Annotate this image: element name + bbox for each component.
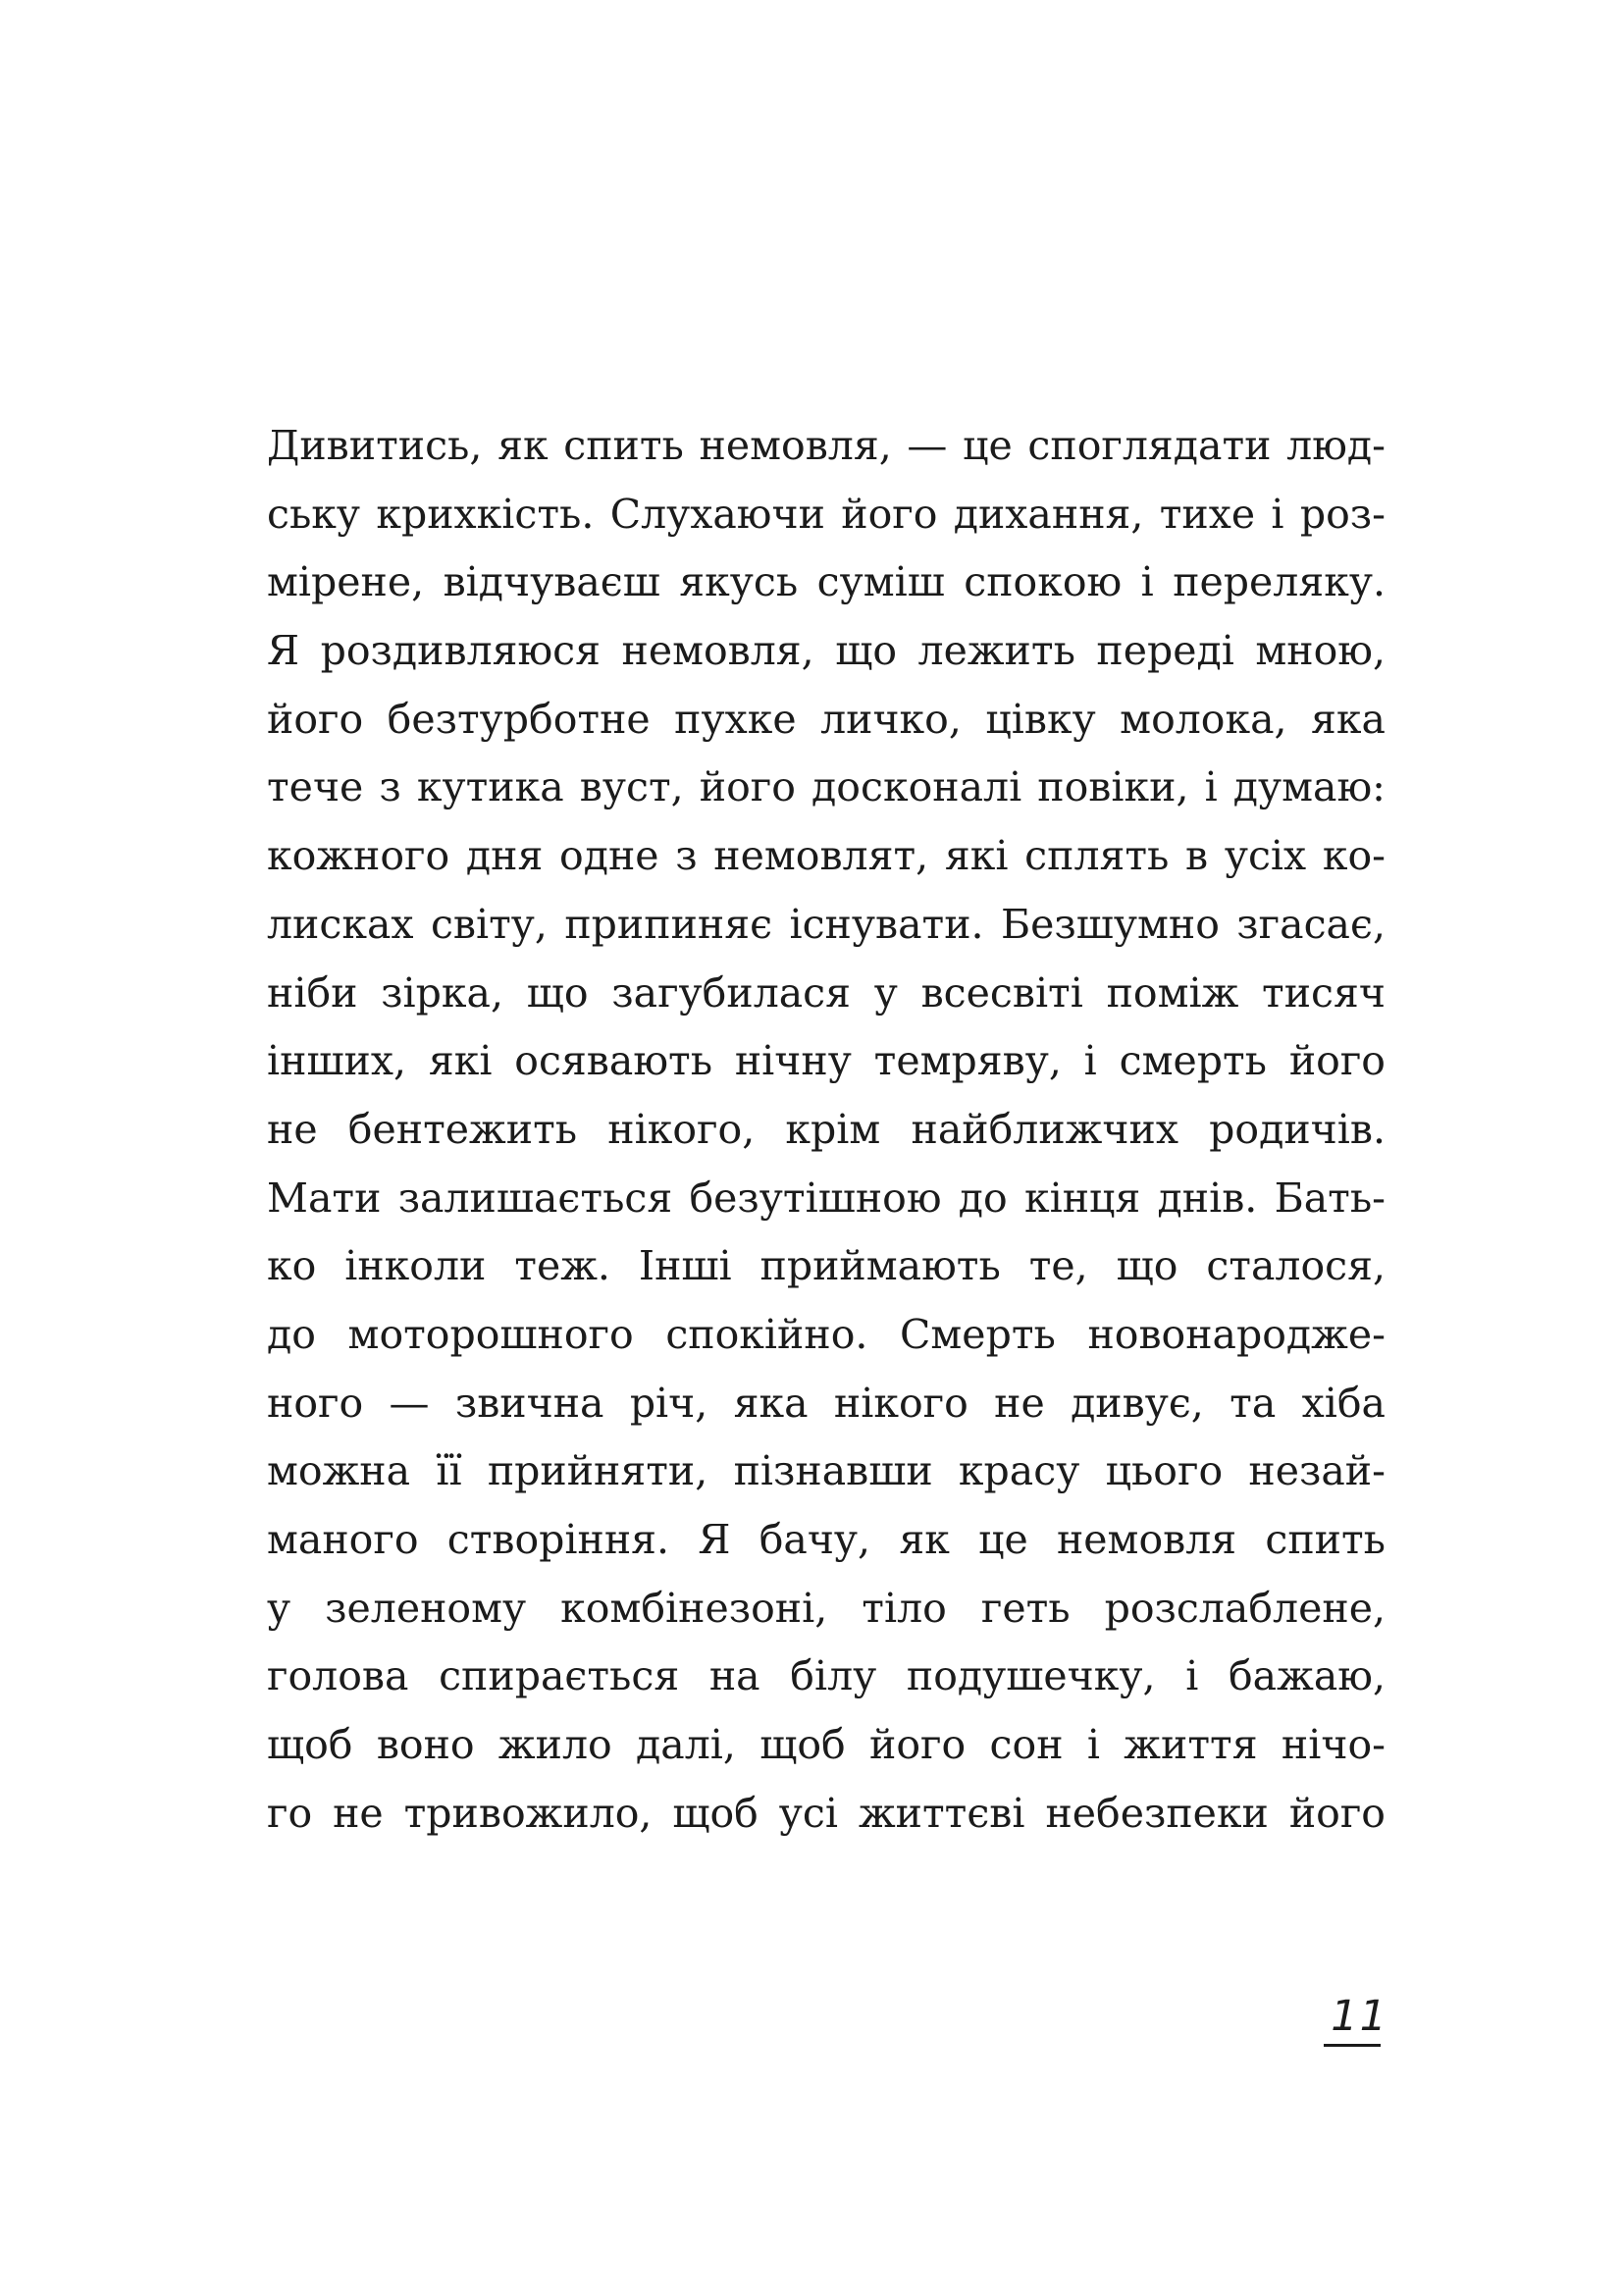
text-line: Я роздивляюся немовля, що лежить переді мною, xyxy=(267,627,1386,675)
text-line: його безтурботне пухке личко, цівку молока, яка xyxy=(267,695,1386,743)
text-line: го не тривожило, щоб усі життєві небезпеки його xyxy=(267,1789,1386,1837)
page-number: 11 xyxy=(1331,1992,1388,2041)
text-line: лисках світу, припиняє існувати. Безшумно згасає, xyxy=(267,900,1386,948)
text-line: можна її прийняти, пізнавши красу цього незай- xyxy=(267,1447,1386,1495)
text-line: ську крихкість. Слухаючи його дихання, тихе і роз- xyxy=(267,490,1386,538)
text-line: ко інколи теж. Інші приймають те, що сталося, xyxy=(267,1242,1386,1290)
text-line: щоб воно жило далі, щоб його сон і життя нічо- xyxy=(267,1721,1386,1769)
text-line: ніби зірка, що загубилася у всесвіті поміж тисяч xyxy=(267,968,1386,1017)
text-line: ного — звична річ, яка нікого не дивує, та хіба xyxy=(267,1379,1386,1427)
text-line: мірене, відчуваєш якусь суміш спокою і переляку. xyxy=(267,558,1386,606)
text-line: тече з кутика вуст, його досконалі повіки, і думаю: xyxy=(267,763,1386,811)
text-line: голова спирається на білу подушечку, і бажаю, xyxy=(267,1652,1386,1700)
text-line: Мати залишається безутішною до кінця днів. Бать- xyxy=(267,1174,1386,1222)
text-line: кожного дня одне з немовлят, які сплять в усіх ко- xyxy=(267,832,1386,880)
text-line: не бентежить нікого, крім найближчих родичів. xyxy=(267,1105,1386,1153)
text-line: інших, які осявають нічну темряву, і смерть його xyxy=(267,1037,1386,1085)
text-line: маного створіння. Я бачу, як це немовля спить xyxy=(267,1516,1386,1563)
text-line: Дивитись, як спить немовля, — це споглядати люд- xyxy=(267,422,1386,469)
page-number-underline xyxy=(1324,2044,1381,2047)
text-line: до моторошного спокійно. Смерть новонародже- xyxy=(267,1310,1386,1358)
text-line: у зеленому комбінезоні, тіло геть розслаблене, xyxy=(267,1584,1386,1632)
body-text xyxy=(267,412,1386,1848)
